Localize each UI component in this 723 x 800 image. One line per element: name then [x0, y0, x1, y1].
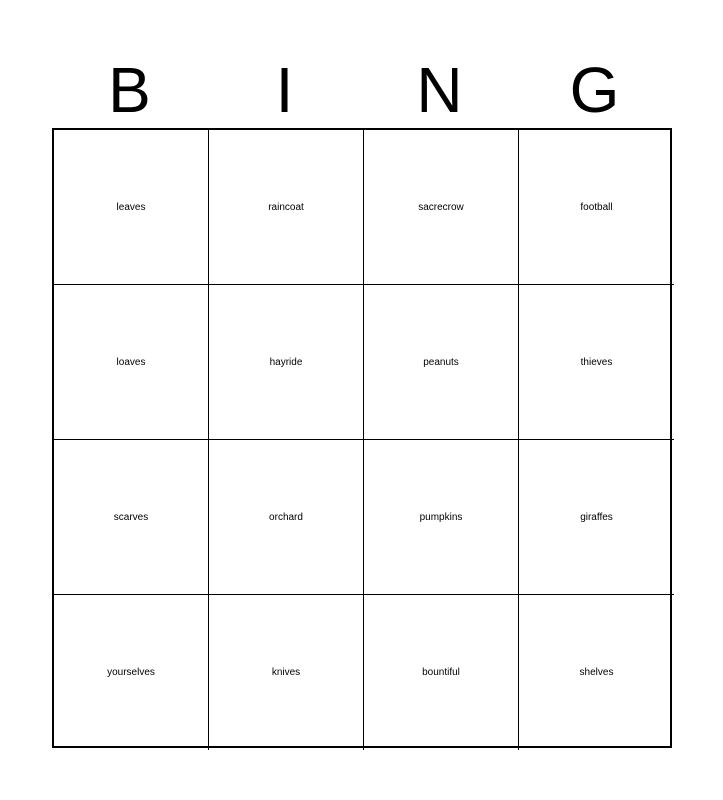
bingo-cell: sacrecrow: [364, 130, 519, 285]
bingo-cell: yourselves: [54, 595, 209, 750]
header-letter-b: B: [108, 54, 151, 126]
bingo-header: [52, 52, 672, 128]
bingo-board: [52, 128, 672, 748]
header-letter-g: G: [569, 54, 620, 126]
bingo-cell: football: [519, 130, 674, 285]
bingo-cell: pumpkins: [364, 440, 519, 595]
bingo-cell: leaves: [54, 130, 209, 285]
bingo-cell: shelves: [579, 667, 614, 678]
bingo-cell: loaves: [54, 285, 209, 440]
header-letter-i: I: [275, 54, 294, 126]
bingo-cell: scarves: [54, 440, 209, 595]
bingo-cell: raincoat: [209, 130, 364, 285]
header-letter-n: N: [416, 54, 463, 126]
bingo-cell: bountiful: [364, 595, 519, 750]
bingo-cell: orchard: [209, 440, 364, 595]
bingo-cell: peanuts: [364, 285, 519, 440]
bingo-cell: knives: [209, 595, 364, 750]
bingo-cell: thieves: [519, 285, 674, 440]
bingo-cell: hayride: [209, 285, 364, 440]
bingo-cell: giraffes: [519, 440, 674, 595]
